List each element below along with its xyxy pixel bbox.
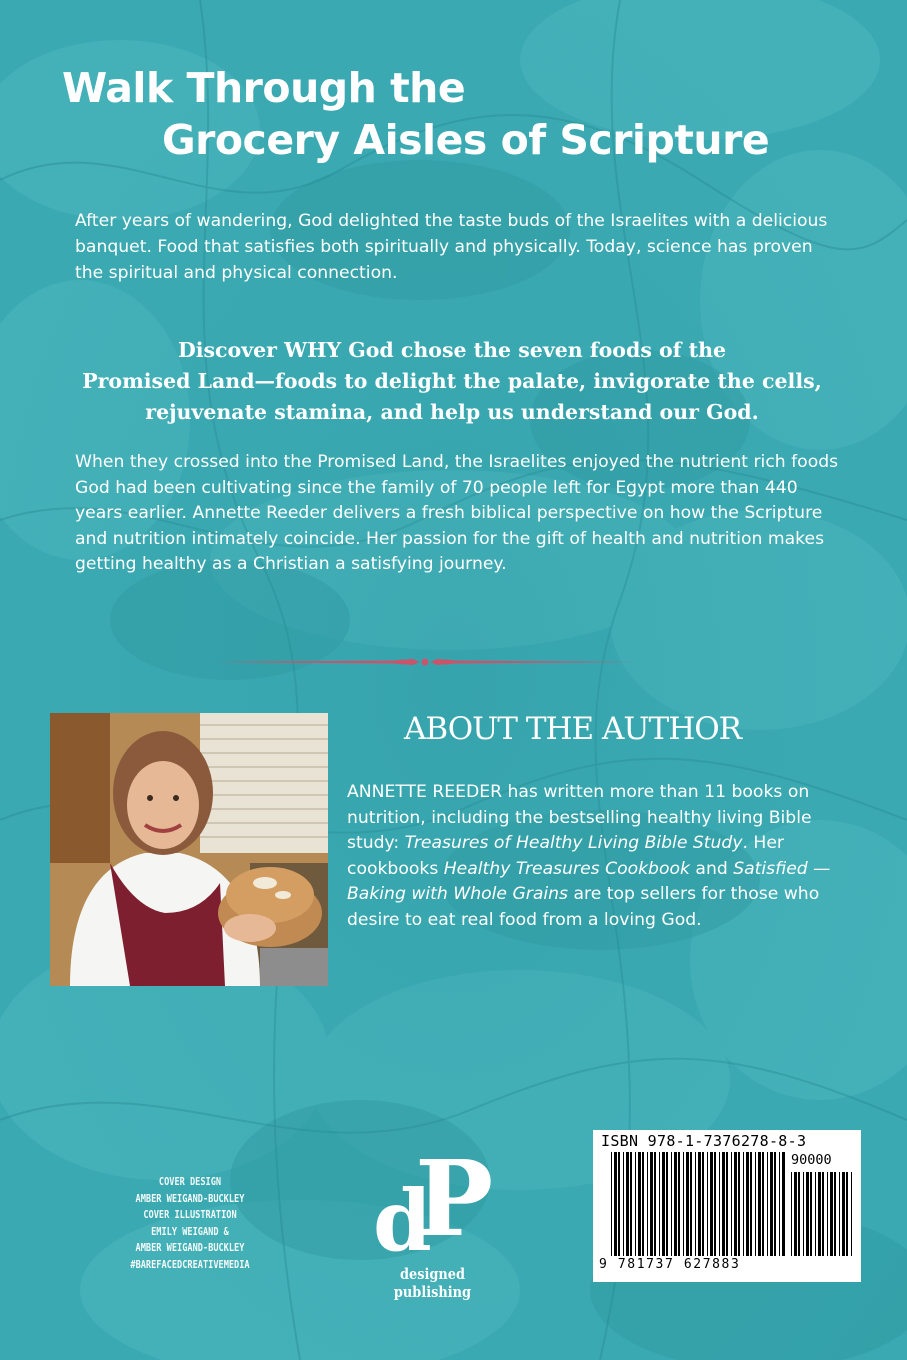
isbn-barcode: [593, 1130, 861, 1282]
credit-line: EMILY WEIGAND &: [151, 1225, 229, 1238]
barcode-stripe: [746, 1152, 749, 1256]
barcode-stripe: [770, 1152, 773, 1256]
barcode-stripe: [818, 1172, 821, 1256]
barcode-stripe: [779, 1152, 780, 1256]
credit-line: COVER DESIGN: [158, 1176, 222, 1188]
barcode-stripe: [842, 1172, 845, 1256]
barcode-stripe: [702, 1152, 704, 1256]
barcode-stripe: [791, 1172, 792, 1256]
barcode-stripe: [690, 1152, 692, 1256]
barcode-stripe: [750, 1152, 752, 1256]
description-paragraph: When they crossed into the Promised Land, the Israelites enjoyed the nutrient rich foods God had been cultivating since the family of 70 people left for Egypt more than 440 years earlier. Annette Reeder delivers a fresh biblical perspective on how the Scripture and nutrition intimately coincide. Her passion for the gift of health and nutrition makes getting healthy as a Christian a satisfying journey.: [75, 452, 839, 574]
barcode-stripe: [650, 1152, 653, 1256]
barcode-stripe: [806, 1172, 809, 1256]
barcode-digits: 9 781737 627883: [599, 1257, 741, 1272]
barcode-stripe: [846, 1172, 848, 1256]
credit-line: #BAREFACEDCREATIVEMEDIA: [130, 1258, 250, 1271]
barcode-stripe: [815, 1172, 816, 1256]
barcode-stripe: [695, 1152, 696, 1256]
about-text-part: and: [689, 858, 734, 879]
cover-credits: [124, 1174, 255, 1274]
book-title: Satisfied — Baking with Whole Grains: [347, 858, 831, 904]
barcode-stripe: [755, 1152, 756, 1256]
barcode-stripe: [794, 1172, 797, 1256]
barcode-stripe: [678, 1152, 680, 1256]
barcode-stripe: [810, 1172, 812, 1256]
author-photo: [50, 713, 328, 986]
barcode-bars: [611, 1152, 786, 1256]
discover-line-1: Discover WHY God chose the seven foods of the: [177, 338, 727, 362]
monogram-p: P: [415, 1137, 494, 1260]
ornamental-divider: [215, 655, 635, 669]
page-title: [62, 62, 882, 166]
barcode-stripe: [758, 1152, 761, 1256]
isbn-number: ISBN 978-1-7376278-8-3: [601, 1132, 807, 1150]
barcode-stripe: [623, 1152, 624, 1256]
barcode-stripe: [782, 1152, 785, 1256]
barcode-stripe: [614, 1152, 617, 1256]
barcode-stripe: [671, 1152, 672, 1256]
monogram-d: d: [373, 1171, 432, 1270]
barcode-stripe: [674, 1152, 677, 1256]
barcode-stripe: [635, 1152, 636, 1256]
barcode-stripe: [642, 1152, 644, 1256]
barcode-stripe: [647, 1152, 648, 1256]
barcode-stripe: [726, 1152, 728, 1256]
barcode-stripe: [734, 1152, 737, 1256]
price-code: 90000: [791, 1152, 832, 1168]
barcode-stripe: [714, 1152, 716, 1256]
barcode-stripe: [731, 1152, 732, 1256]
credit-line: COVER ILLUSTRATION: [143, 1209, 237, 1222]
title-line-1: Walk Through the: [62, 64, 466, 112]
about-text-part: are top sellers for those who desire to eat real food from a loving God.: [347, 884, 820, 930]
barcode-stripe: [827, 1172, 828, 1256]
barcode-stripe: [834, 1172, 836, 1256]
barcode-stripe: [666, 1152, 668, 1256]
barcode-stripe: [618, 1152, 620, 1256]
credit-line: AMBER WEIGAND-BUCKLEY: [135, 1192, 245, 1205]
barcode-stripe: [738, 1152, 740, 1256]
about-author-heading: ABOUT THE AUTHOR: [404, 711, 741, 747]
intro-paragraph: After years of wandering, God delighted the taste buds of the Israelites with a delicious banquet. Food that satisfies both spiritually and physically. Today, science has proven the spiritual and physical connection.: [75, 211, 828, 283]
barcode-stripe: [722, 1152, 725, 1256]
barcode-stripe: [839, 1172, 840, 1256]
barcode-stripe: [743, 1152, 744, 1256]
barcode-stripe: [683, 1152, 684, 1256]
barcode-stripe: [611, 1152, 612, 1256]
barcode-stripe: [638, 1152, 641, 1256]
book-title: Treasures of Healthy Living Bible Study: [404, 833, 743, 853]
publisher-monogram: [367, 1137, 497, 1270]
barcode-stripe: [659, 1152, 660, 1256]
barcode-stripe: [710, 1152, 713, 1256]
barcode-stripe: [798, 1172, 800, 1256]
barcode-stripe: [822, 1172, 824, 1256]
discover-callout: [62, 335, 842, 428]
price-barcode-bars: [791, 1172, 853, 1256]
book-title: Healthy Treasures Cookbook: [443, 858, 690, 879]
about-text-part: . Her cookbooks: [347, 833, 784, 879]
barcode-stripe: [767, 1152, 768, 1256]
barcode-stripe: [830, 1172, 833, 1256]
barcode-stripe: [698, 1152, 701, 1256]
about-text-part: ANNETTE REEDER has written more than 11 books on nutrition, including the bestselling healthy living Bible study:: [347, 782, 812, 853]
publisher-logo: [355, 1137, 510, 1301]
barcode-stripe: [626, 1152, 629, 1256]
barcode-stripe: [719, 1152, 720, 1256]
barcode-stripe: [654, 1152, 656, 1256]
about-author-text: [347, 780, 857, 933]
barcode-stripe: [851, 1172, 852, 1256]
publisher-name: designed publishing: [393, 1265, 472, 1301]
barcode-stripe: [630, 1152, 632, 1256]
barcode-stripe: [803, 1172, 804, 1256]
title-line-2: Grocery Aisles of Scripture: [162, 116, 770, 164]
discover-line-3: rejuvenate stamina, and help us understand our God.: [145, 400, 759, 424]
barcode-stripe: [762, 1152, 764, 1256]
discover-line-2: Promised Land—foods to delight the palate, invigorate the cells,: [82, 369, 822, 393]
barcode-stripe: [774, 1152, 776, 1256]
barcode-stripe: [707, 1152, 708, 1256]
barcode-stripe: [686, 1152, 689, 1256]
credit-line: AMBER WEIGAND-BUCKLEY: [135, 1242, 245, 1255]
barcode-stripe: [662, 1152, 665, 1256]
